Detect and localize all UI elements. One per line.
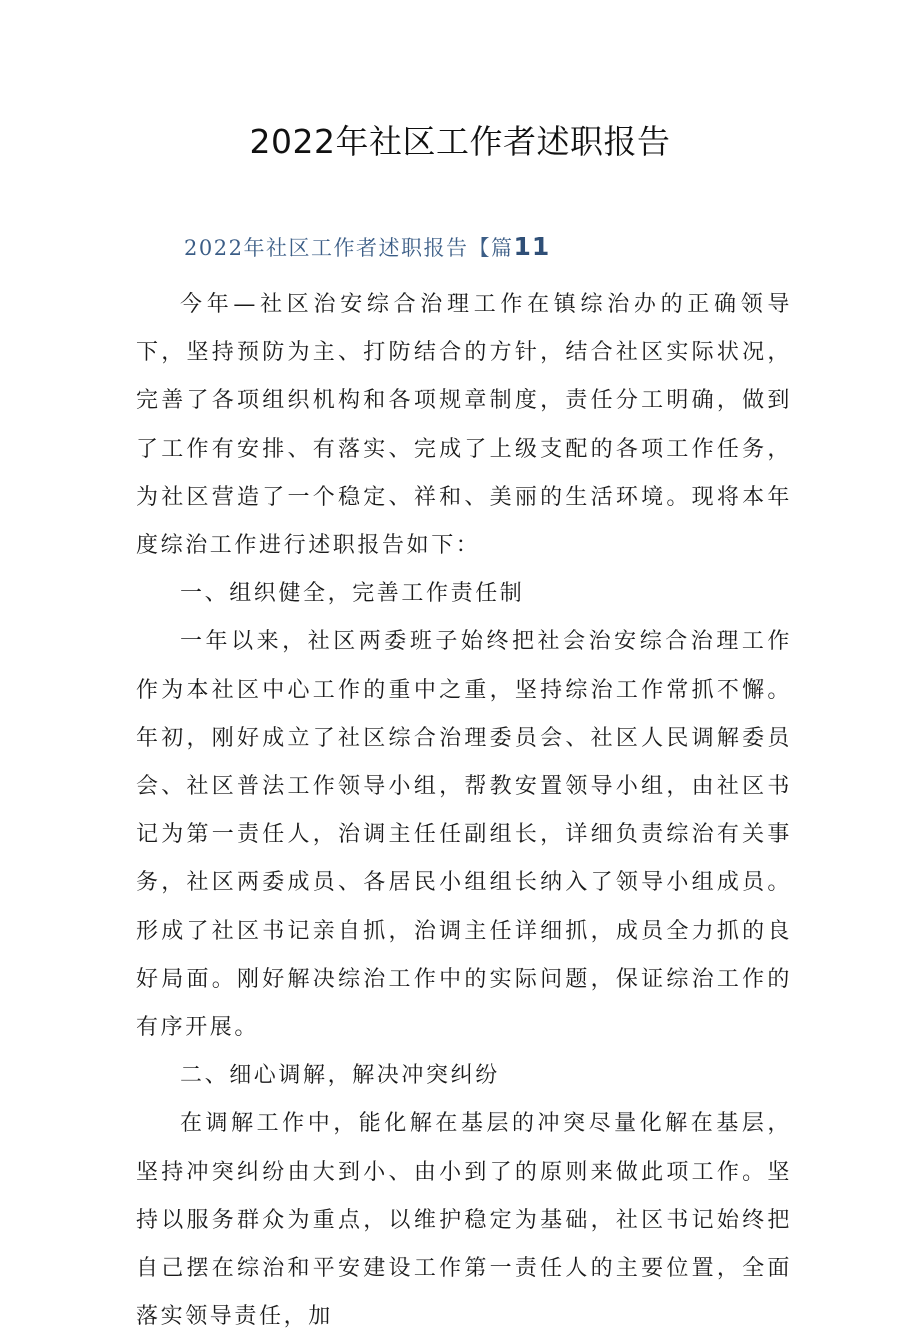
section-heading xyxy=(184,232,550,262)
section-number: 11 xyxy=(513,232,551,261)
heading-organization: 一、组织健全，完善工作责任制 xyxy=(180,581,525,607)
section-heading-label: 2022年社区工作者述职报告【篇 xyxy=(184,236,514,260)
document-title: 2022年社区工作者述职报告 xyxy=(249,122,671,161)
heading-mediation: 二、细心调解，解决冲突纠纷 xyxy=(180,1063,500,1089)
paragraph-organization: 一年以来，社区两委班子始终把社会治安综合治理工作作为本社区中心工作的重中之重，坚持综治工作常抓不懈。年初，刚好成立了社区综合治理委员会、社区人民调解委员会、社区普法工作领导小组，帮教安置领导小组，由社区书记为第一责任人，治调主任任副组长，详细负责综治有关事务，社区两委成员、各居民小组组长纳入了领导小组成员。形成了社区书记亲自抓，治调主任详细抓，成员全力抓的良好局面。刚好解决综治工作中的实际问题，保证综治工作的有序开展。 xyxy=(136,629,792,1041)
document-body xyxy=(136,281,792,1341)
paragraph-mediation: 在调解工作中，能化解在基层的冲突尽量化解在基层，坚持冲突纠纷由大到小、由小到了的原则来做此项工作。坚持以服务群众为重点，以维护稳定为基础，社区书记始终把自己摆在综治和平安建设工作第一责任人的主要位置，全面落实领导责任，加 xyxy=(136,1111,792,1330)
paragraph-intro: 今年—社区治安综合治理工作在镇综治办的正确领导下，坚持预防为主、打防结合的方针，结合社区实际状况，完善了各项组织机构和各项规章制度，责任分工明确，做到了工作有安排、有落实、完成了上级支配的各项工作任务，为社区营造了一个稳定、祥和、美丽的生活环境。现将本年度综治工作进行述职报告如下： xyxy=(136,292,792,559)
